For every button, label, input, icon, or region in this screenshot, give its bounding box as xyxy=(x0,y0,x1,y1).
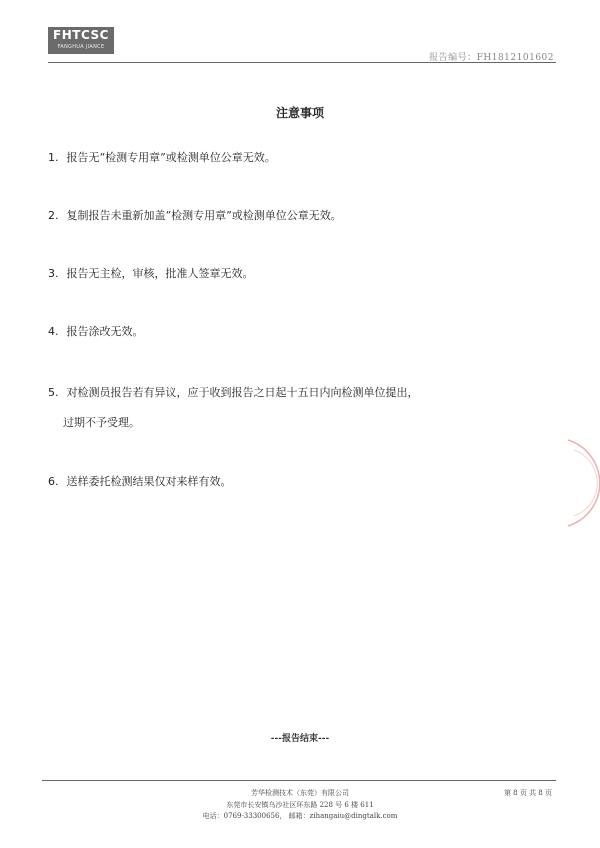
notice-item-text: 对检测员报告若有异议，应于收到报告之日起十五日内向检测单位提出， xyxy=(66,386,419,399)
footer-company: 芳华检测技术（东莞）有限公司 xyxy=(251,789,349,797)
notice-item-number: 6. xyxy=(48,475,59,488)
notice-item-number: 2. xyxy=(48,209,59,222)
report-number: 报告编号：FH1812101602 xyxy=(429,53,554,63)
logo-subtext: FANGHUA JIANCE xyxy=(57,44,105,50)
footer-address: 东莞市长安镇乌沙社区环东路 228 号 6 楼 611 xyxy=(226,801,374,809)
notice-item-5 xyxy=(48,384,419,400)
footer-page-number: 第 8 页 共 8 页 xyxy=(503,789,552,797)
red-seal-stamp xyxy=(560,438,600,528)
footer-divider xyxy=(42,780,556,781)
notice-item-text: 报告无主检，审核，批准人签章无效。 xyxy=(66,267,254,280)
page-title: 注意事项 xyxy=(275,106,324,120)
notice-item-4 xyxy=(48,323,144,339)
notice-item-text: 报告涂改无效。 xyxy=(66,325,144,338)
notice-item-text: 复制报告未重新加盖“检测专用章”或检测单位公章无效。 xyxy=(66,209,342,222)
header-divider xyxy=(48,62,556,63)
notice-item-5-continuation: 过期不予受理。 xyxy=(63,416,140,429)
notice-item-text: 报告无“检测专用章”或检测单位公章无效。 xyxy=(66,151,276,164)
report-end-marker: ---报告结束--- xyxy=(270,734,330,744)
notice-item-1 xyxy=(48,149,276,165)
notice-item-6 xyxy=(48,473,232,489)
notice-item-text: 送样委托检测结果仅对来样有效。 xyxy=(66,475,232,488)
footer-contact: 电话：0769-33300656， 邮箱：zihangaiu@dingtalk.com xyxy=(202,812,398,820)
notice-item-number: 4. xyxy=(48,325,59,338)
notice-item-3 xyxy=(48,265,254,281)
logo-text: FHTCSC xyxy=(53,28,109,42)
notice-item-number: 1. xyxy=(48,151,59,164)
notice-item-number: 3. xyxy=(48,267,59,280)
notice-item-number: 5. xyxy=(48,386,59,399)
notice-item-2 xyxy=(48,207,342,223)
company-logo xyxy=(48,27,114,54)
